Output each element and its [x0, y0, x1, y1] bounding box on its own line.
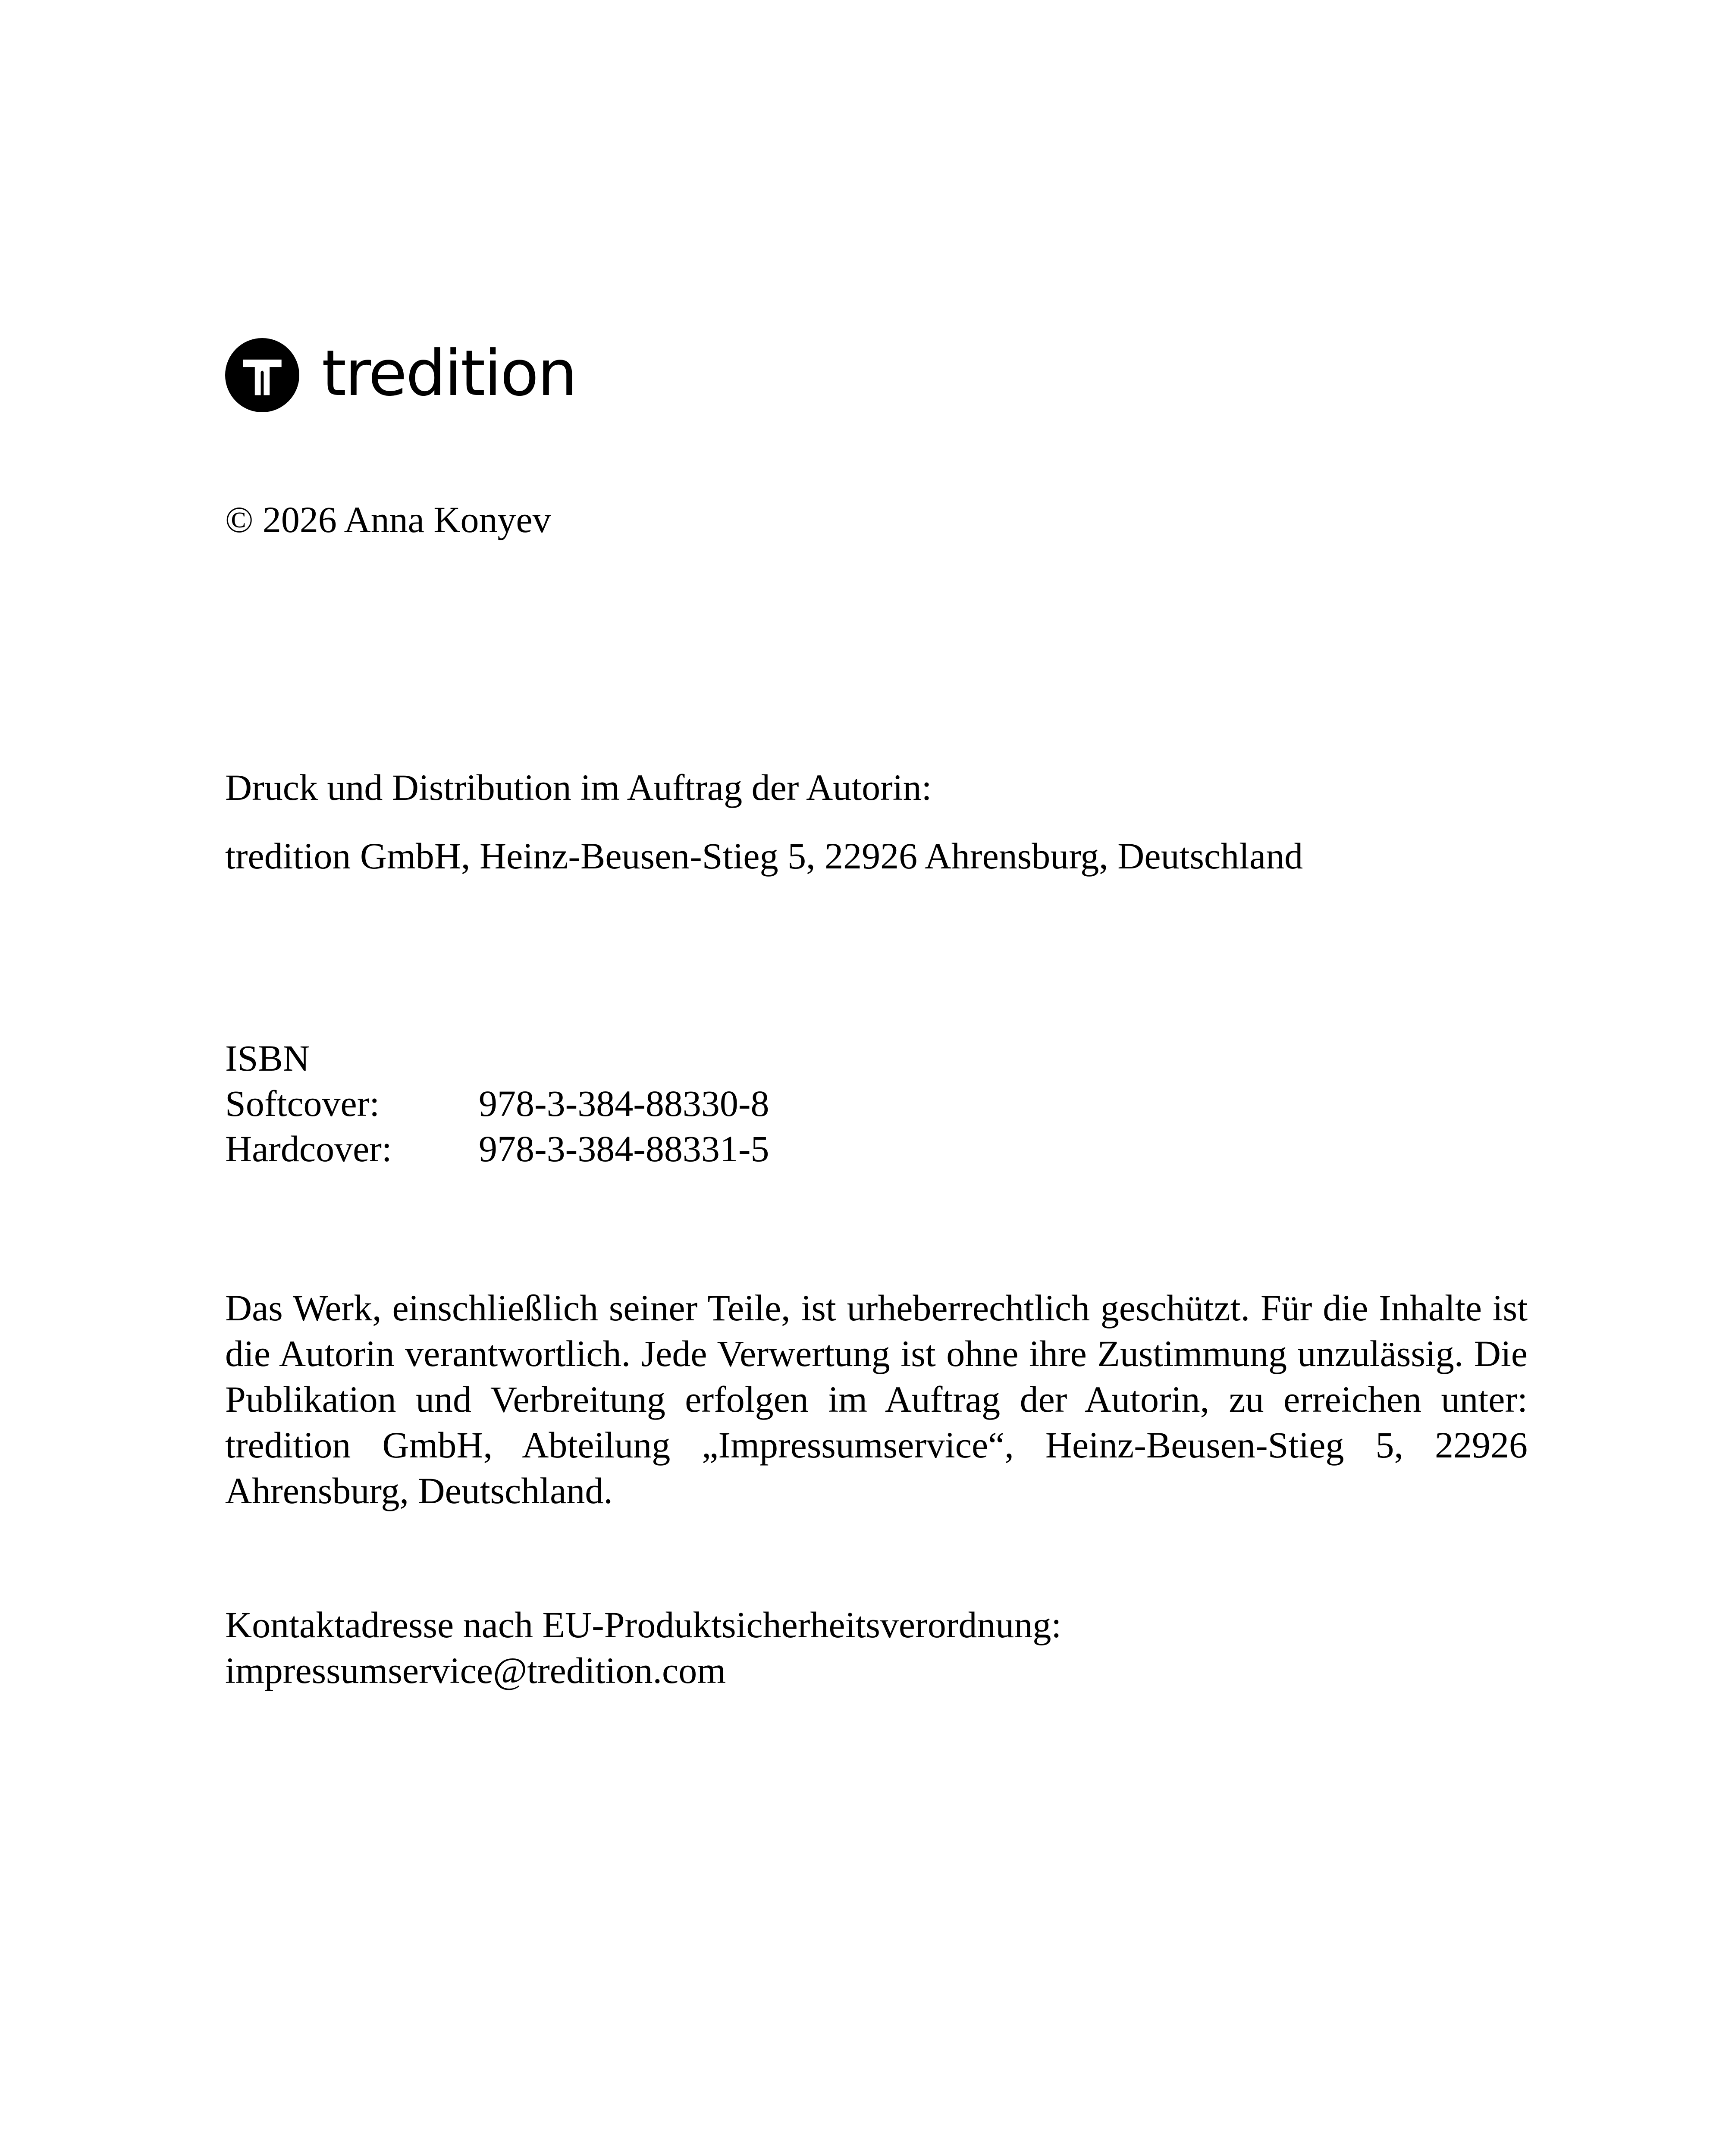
logo-wordmark: tredition [322, 337, 576, 410]
isbn-block [225, 1036, 769, 1172]
contact-heading: Kontaktadresse nach EU-Produktsicherheitsverordnung: [225, 1604, 1062, 1645]
isbn-value: 978-3-384-88331-5 [479, 1128, 769, 1169]
isbn-heading: ISBN [225, 1037, 310, 1079]
isbn-row-hardcover [225, 1126, 769, 1172]
publisher-address: tredition GmbH, Heinz-Beusen-Stieg 5, 22926 Ahrensburg, Deutschland [225, 835, 1303, 877]
contact-block [225, 1602, 1061, 1693]
distribution-heading: Druck und Distribution im Auftrag der Autorin: [225, 767, 932, 808]
tredition-t-logo-icon [225, 338, 299, 412]
isbn-row-softcover [225, 1081, 769, 1126]
copyright-notice: © 2026 Anna Konyev [225, 499, 551, 540]
isbn-value: 978-3-384-88330-8 [479, 1083, 769, 1124]
contact-email[interactable]: impressumservice@tredition.com [225, 1650, 726, 1691]
tredition-logo [225, 336, 576, 414]
legal-notice: Das Werk, einschließlich seiner Teile, ist urheberrechtlich geschützt. Für die Inhalte ist die Autorin verantwortlich. Jede Verwertung ist ohne ihre Zustimmung unzulässig. Die Publikation und Verbreitung erfolgen im Auftrag der Autorin, zu erreichen unter: tredition GmbH, Abteilung „Impressumservice“, Heinz-Beusen-Stieg 5, 22926 Ahrensburg, Deutschland. [225, 1287, 1528, 1511]
isbn-label: Softcover: [225, 1083, 380, 1124]
isbn-label: Hardcover: [225, 1128, 392, 1169]
